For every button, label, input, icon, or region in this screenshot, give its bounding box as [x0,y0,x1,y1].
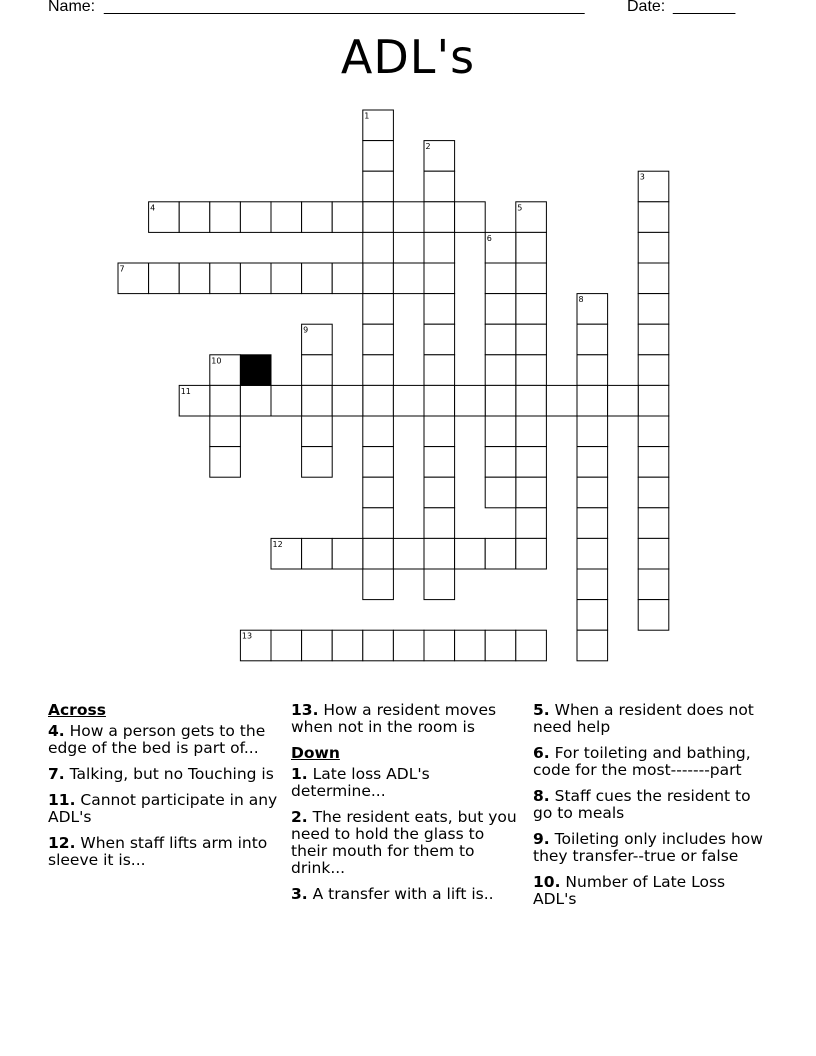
grid-cell[interactable] [332,202,363,233]
across-clue [48,792,280,826]
down-clue [533,874,765,908]
grid-cell[interactable] [393,202,424,233]
clue-number-label: 4 [150,203,156,213]
down-clue [533,788,765,822]
clue-text: How a person gets to the edge of the bed is part of... [48,722,266,757]
clue-number: 8. [533,787,550,805]
clue-text: For toileting and bathing, code for the most-------part [533,744,751,779]
grid-cell[interactable] [577,600,608,631]
grid-cell[interactable] [363,538,394,569]
grid-cell[interactable] [577,508,608,539]
page-title: ADL's [340,30,476,84]
grid-cell[interactable] [577,569,608,600]
grid-cell[interactable] [485,263,516,294]
grid-cell[interactable] [363,355,394,386]
grid-cell[interactable] [302,263,333,294]
across-clue [291,702,523,736]
clue-number: 2. [291,808,308,826]
clue-number: 12. [48,834,76,852]
clue-text: Number of Late Loss ADL's [533,873,726,908]
grid-cell[interactable] [516,630,547,661]
grid-cell[interactable] [363,324,394,355]
grid-cell[interactable] [363,141,394,172]
grid-cell[interactable] [424,477,455,508]
grid-cell[interactable] [363,263,394,294]
clue-number-label: 7 [119,264,125,274]
grid-cell[interactable] [424,447,455,478]
grid-cell[interactable] [179,202,210,233]
across-heading: Across [48,701,106,719]
grid-cell[interactable] [271,630,302,661]
grid-cell-blocked [240,355,271,386]
grid-cell[interactable] [363,569,394,600]
grid-cell[interactable] [332,630,363,661]
grid-cell[interactable] [393,385,424,416]
grid-cell[interactable] [424,171,455,202]
clue-text: Toileting only includes how they transfer--true or false [533,830,763,865]
grid-cell[interactable] [577,447,608,478]
grid-cell[interactable] [424,630,455,661]
grid-cell[interactable] [363,202,394,233]
grid-cell[interactable] [638,324,669,355]
grid-cell[interactable] [516,477,547,508]
grid-cell[interactable] [363,294,394,325]
grid-cell[interactable] [638,294,669,325]
clue-text: Late loss ADL's determine... [291,765,430,800]
grid-cell[interactable] [424,416,455,447]
grid-cell[interactable] [485,385,516,416]
grid-cell[interactable] [302,630,333,661]
clue-number-label: 3 [639,172,645,182]
grid-cell[interactable] [485,416,516,447]
clue-text: Cannot participate in any ADL's [48,791,278,826]
grid-cell[interactable] [516,508,547,539]
clue-text: The resident eats, but you need to hold the glass to their mouth for them to drink... [291,808,517,877]
clue-text: Staff cues the resident to go to meals [533,787,751,822]
grid-cell[interactable] [393,630,424,661]
grid-cell[interactable] [638,600,669,631]
grid-cell[interactable] [332,385,363,416]
grid-cell[interactable] [393,538,424,569]
clues-column-3 [533,702,765,917]
grid-cell[interactable] [638,538,669,569]
clue-number: 5. [533,701,550,719]
grid-cell[interactable] [363,416,394,447]
grid-cell[interactable] [455,630,486,661]
down-clue [291,809,523,877]
clue-number-label: 9 [303,325,309,335]
grid-cell[interactable] [577,355,608,386]
clue-text: How a resident moves when not in the room is [291,701,497,736]
grid-cell[interactable] [424,202,455,233]
grid-cell[interactable] [363,508,394,539]
name-line[interactable]: ______________________________________________________ [104,0,585,15]
down-clue [291,886,523,903]
grid-cell[interactable] [271,202,302,233]
grid-cell[interactable] [424,508,455,539]
grid-cell[interactable] [516,324,547,355]
grid-cell[interactable] [302,538,333,569]
grid-cell[interactable] [424,385,455,416]
across-clue [48,723,280,757]
clue-number-label: 12 [272,539,283,549]
grid-cell[interactable] [302,447,333,478]
clue-number: 3. [291,885,308,903]
grid-cell[interactable] [455,538,486,569]
clue-number-label: 8 [578,295,584,305]
grid-cell[interactable] [424,355,455,386]
clue-number: 10. [533,873,561,891]
clues-column-1 [48,702,280,878]
grid-cell[interactable] [393,263,424,294]
grid-cell[interactable] [240,263,271,294]
grid-cell[interactable] [271,263,302,294]
clue-text: Talking, but no Touching is [69,765,274,783]
grid-cell[interactable] [577,538,608,569]
grid-cell[interactable] [485,355,516,386]
grid-cell[interactable] [363,477,394,508]
grid-cell[interactable] [424,294,455,325]
grid-cell[interactable] [516,294,547,325]
grid-cell[interactable] [363,232,394,263]
grid-cell[interactable] [363,447,394,478]
clue-number-label: 5 [517,203,523,213]
grid-cell[interactable] [516,538,547,569]
grid-cell[interactable] [516,447,547,478]
grid-cell[interactable] [302,355,333,386]
grid-cell[interactable] [149,263,180,294]
grid-cell[interactable] [638,447,669,478]
clue-number: 1. [291,765,308,783]
clue-number-label: 10 [211,356,222,366]
grid-cell[interactable] [455,385,486,416]
clue-number: 7. [48,765,65,783]
grid-cell[interactable] [608,385,639,416]
grid-cell[interactable] [577,630,608,661]
across-clue [48,766,280,783]
down-clue [533,831,765,865]
down-clue [291,766,523,800]
grid-cell[interactable] [210,385,241,416]
grid-cell[interactable] [363,385,394,416]
grid-cell[interactable] [240,202,271,233]
grid-cell[interactable] [210,202,241,233]
grid-cell[interactable] [210,447,241,478]
grid-cell[interactable] [485,538,516,569]
clue-number: 13. [291,701,319,719]
grid-cell[interactable] [210,416,241,447]
grid-cell[interactable] [485,447,516,478]
clue-number: 9. [533,830,550,848]
clue-number-label: 1 [364,111,370,121]
grid-cell[interactable] [516,355,547,386]
grid-cell[interactable] [179,263,210,294]
grid-cell[interactable] [516,232,547,263]
grid-cell[interactable] [638,416,669,447]
grid-cell[interactable] [424,232,455,263]
grid-cell[interactable] [210,263,241,294]
grid-cell[interactable] [546,385,577,416]
grid-cell[interactable] [485,630,516,661]
grid-cell[interactable] [363,171,394,202]
grid-cell[interactable] [424,538,455,569]
grid-cell[interactable] [638,477,669,508]
grid-cell[interactable] [271,385,302,416]
grid-cell[interactable] [302,416,333,447]
grid-cell[interactable] [516,416,547,447]
grid-cell[interactable] [424,569,455,600]
grid-cell[interactable] [638,355,669,386]
grid-cell[interactable] [485,324,516,355]
grid-cell[interactable] [302,385,333,416]
grid-cell[interactable] [424,263,455,294]
grid-cell[interactable] [638,263,669,294]
grid-cell[interactable] [638,232,669,263]
grid-cell[interactable] [638,385,669,416]
grid-cell[interactable] [577,324,608,355]
date-label: Date: [627,0,666,15]
grid-cell[interactable] [302,202,333,233]
clue-text: When staff lifts arm into sleeve it is... [48,834,268,869]
across-clue [48,835,280,869]
grid-cell[interactable] [516,385,547,416]
down-heading: Down [291,744,340,762]
clue-number-label: 2 [425,142,431,152]
grid-cell[interactable] [332,263,363,294]
date-line[interactable]: _______ [673,0,736,15]
down-clue [533,702,765,736]
clues-column-2 [291,702,523,912]
grid-cell[interactable] [485,294,516,325]
grid-cell[interactable] [516,263,547,294]
clue-number: 11. [48,791,76,809]
clue-number: 4. [48,722,65,740]
clue-number-label: 11 [180,386,191,396]
grid-cell[interactable] [332,538,363,569]
clue-number-label: 6 [486,233,492,243]
grid-cell[interactable] [485,477,516,508]
grid-cell[interactable] [363,630,394,661]
grid-cell[interactable] [638,202,669,233]
grid-cell[interactable] [240,385,271,416]
grid-cell[interactable] [577,416,608,447]
clue-text: When a resident does not need help [533,701,754,736]
clue-number: 6. [533,744,550,762]
name-label: Name: [48,0,96,15]
grid-cell[interactable] [455,202,486,233]
clue-number-label: 13 [241,631,253,641]
grid-cell[interactable] [577,385,608,416]
grid-cell[interactable] [577,477,608,508]
grid-cell[interactable] [638,569,669,600]
grid-cell[interactable] [638,508,669,539]
clue-text: A transfer with a lift is.. [312,885,494,903]
grid-cell[interactable] [424,324,455,355]
down-clue [533,745,765,779]
